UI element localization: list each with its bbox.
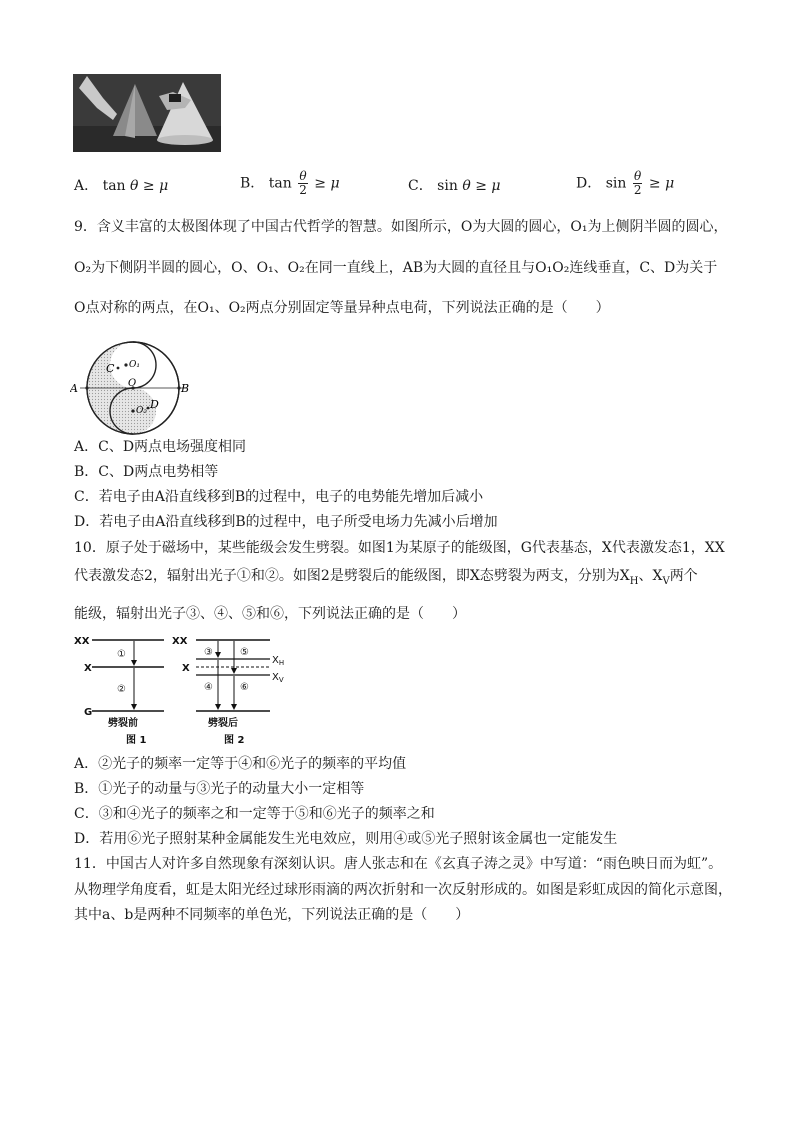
q10-stem-line-2-text: 代表激发态2，辐射出光子①和②。如图2是劈裂后的能级图，即X态劈裂为两支，分别为$X_H$、$X_V$两个 bbox=[74, 568, 698, 587]
q10-stem-line-3: 能级，辐射出光子③、④、⑤和⑥，下列说法正确的是（ ） bbox=[74, 606, 466, 622]
fig2-x-label: X bbox=[182, 663, 190, 674]
q9-stem-line-1: 9．含义丰富的太极图体现了中国古代哲学的智慧。如图所示，O为大圆的圆心，O₁为上侧阴半圆的圆心， bbox=[74, 219, 728, 235]
q10-stem-line-2 bbox=[74, 566, 698, 592]
label-o: O bbox=[128, 378, 137, 389]
q9-option-c[interactable]: C．若电子由A沿直线移到B的过程中，电子的电势能先增加后减小 bbox=[74, 489, 484, 505]
fig1-xx-label: XX bbox=[74, 636, 90, 647]
fraction: $\frac{\theta}{2}$ bbox=[633, 169, 642, 197]
q8-option-d[interactable]: D． sin $\frac{\theta}{2}$ ≥ μ bbox=[576, 169, 675, 197]
fig1-g-label: G bbox=[84, 707, 93, 718]
label-c: C bbox=[106, 362, 115, 375]
q10-option-a[interactable]: A．②光子的频率一定等于④和⑥光子的频率的平均值 bbox=[74, 756, 407, 772]
label-o1: O₁ bbox=[129, 360, 140, 370]
photon-2: ② bbox=[117, 684, 126, 695]
q9-option-b[interactable]: B．C、D两点电势相等 bbox=[74, 464, 219, 480]
q10-option-d[interactable]: D．若用⑥光子照射某种金属能发生光电效应，则用④或⑤光子照射该金属也一定能发生 bbox=[74, 831, 618, 847]
photon-5: ⑤ bbox=[240, 647, 249, 658]
q11-stem-line-3: 其中a、b是两种不同频率的单色光，下列说法正确的是（ ） bbox=[74, 907, 470, 923]
experiment-photo bbox=[73, 74, 221, 152]
photon-4: ④ bbox=[204, 682, 213, 693]
photon-1: ① bbox=[117, 649, 126, 660]
xv-label: $X_V$ bbox=[272, 672, 284, 684]
fig2-xx-label: XX bbox=[172, 636, 188, 647]
xh-label: $X_H$ bbox=[272, 655, 285, 667]
q9-option-d[interactable]: D．若电子由A沿直线移到B的过程中，电子所受电场力先减小后增加 bbox=[74, 514, 498, 530]
fig2-caption: 劈裂后 bbox=[208, 718, 238, 729]
q10-stem-line-1: 10．原子处于磁场中，某些能级会发生劈裂。如图1为某原子的能级图，G代表基态，X代表激发态1，XX bbox=[74, 540, 725, 556]
q9-option-a[interactable]: A．C、D两点电场强度相同 bbox=[74, 439, 247, 455]
photon-3: ③ bbox=[204, 647, 213, 658]
q10-option-c[interactable]: C．③和④光子的频率之和一定等于⑤和⑥光子的频率之和 bbox=[74, 806, 435, 822]
q11-stem-line-1: 11．中国古人对许多自然现象有深刻认识。唐人张志和在《玄真子涛之灵》中写道：“雨色映日而为虹”。 bbox=[74, 856, 723, 872]
q8-option-a[interactable]: A． tan θ ≥ μ bbox=[74, 178, 169, 194]
q9-stem-line-3: O点对称的两点，在O₁、O₂两点分别固定等量异种点电荷，下列说法正确的是（ ） bbox=[74, 300, 610, 316]
fraction: $\frac{\theta}{2}$ bbox=[299, 169, 307, 197]
q11-stem-line-2: 从物理学角度看，虹是太阳光经过球形雨滴的两次折射和一次反射形成的。如图是彩虹成因的简化示意图， bbox=[74, 882, 732, 898]
label-o2: O₂ bbox=[136, 406, 147, 416]
fig1-caption: 劈裂前 bbox=[108, 718, 138, 729]
taiji-figure bbox=[70, 338, 194, 438]
q8-option-c[interactable]: C． sin θ ≥ μ bbox=[408, 178, 501, 194]
label-a: A bbox=[70, 382, 78, 395]
q8-option-b[interactable]: B． tan $\frac{\theta}{2}$ ≥ μ bbox=[240, 169, 340, 197]
fig1-x-label: X bbox=[84, 663, 92, 674]
q10-option-b[interactable]: B．①光子的动量与③光子的动量大小一定相等 bbox=[74, 781, 365, 797]
fig2-title: 图 2 bbox=[224, 735, 245, 746]
q9-stem-line-2: O₂为下侧阴半圆的圆心，O、O₁、O₂在同一直线上，AB为大圆的直径且与O₁O₂连线垂直，C、D为关于 bbox=[74, 260, 718, 276]
energy-level-figure bbox=[74, 630, 294, 750]
label-b: B bbox=[181, 382, 190, 395]
fig1-title: 图 1 bbox=[126, 735, 147, 746]
photon-6: ⑥ bbox=[240, 682, 249, 693]
label-d: D bbox=[150, 398, 159, 411]
